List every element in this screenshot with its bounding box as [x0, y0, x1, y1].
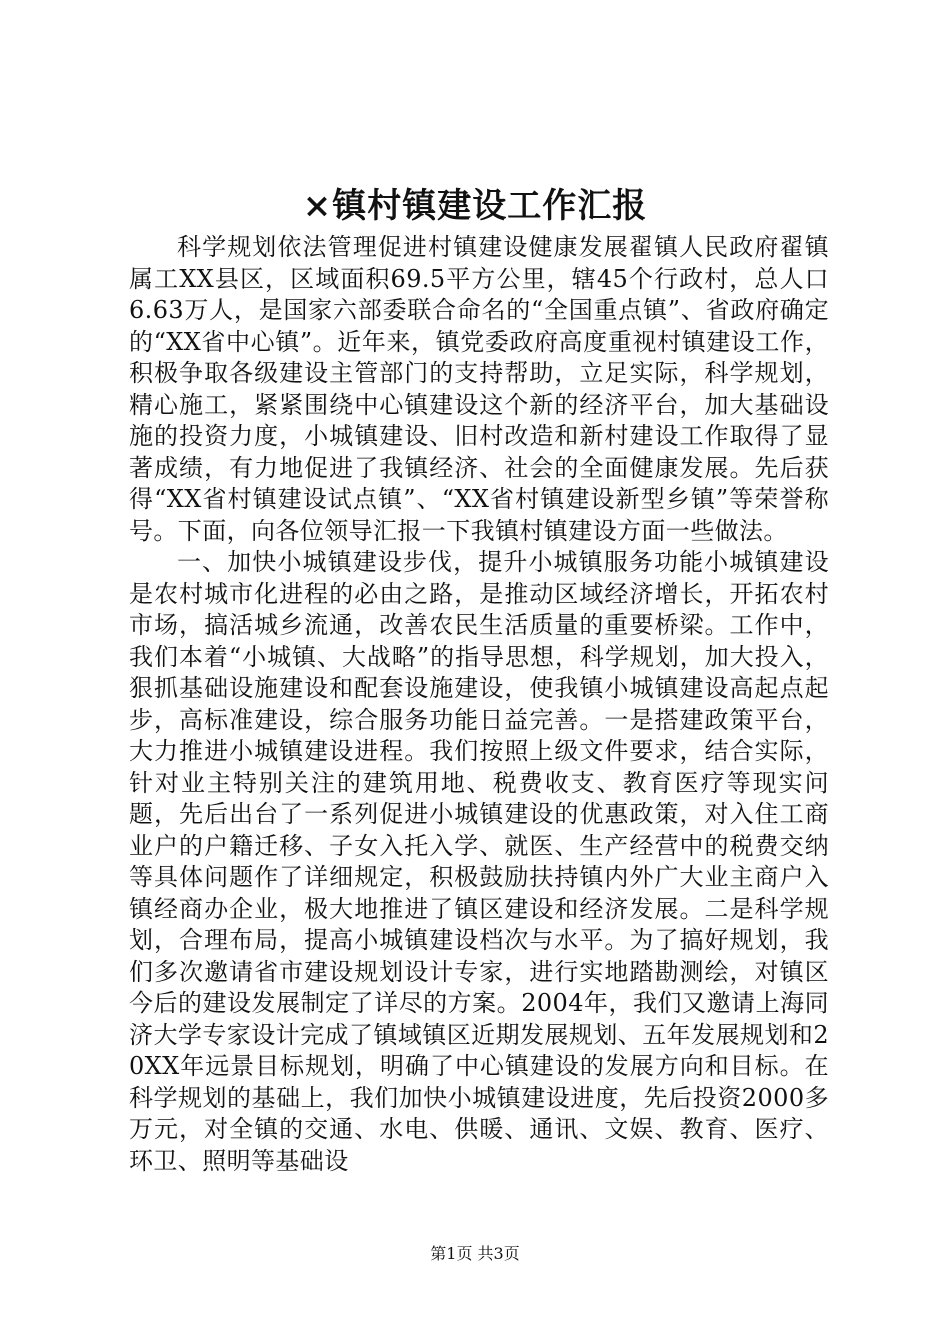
document-title: ×镇村镇建设工作汇报: [302, 186, 648, 226]
document-body: [129, 232, 829, 1177]
paragraph-section-one: 一、加快小城镇建设步伐，提升小城镇服务功能小城镇建设是农村城市化进程的必由之路，是推动区域经济增长，开拓农村市场，搞活城乡流通，改善农民生活质量的重要桥梁。工作中，我们本着“小城镇、大战略”的指导思想，科学规划，加大投入，狠抓基础设施建设和配套设施建设，使我镇小城镇建设高起点起步，高标准建设，综合服务功能日益完善。一是搭建政策平台，大力推进小城镇建设进程。我们按照上级文件要求，结合实际，针对业主特别关注的建筑用地、税费收支、教育医疗等现实问题，先后出台了一系列促进小城镇建设的优惠政策，对入住工商业户的户籍迁移、子女入托入学、就医、生产经营中的税费交纳等具体问题作了详细规定，积极鼓励扶持镇内外广大业主商户入镇经商办企业，极大地推进了镇区建设和经济发展。二是科学规划，合理布局，提高小城镇建设档次与水平。为了搞好规划，我们多次邀请省市建设规划设计专家，进行实地踏勘测绘，对镇区今后的建设发展制定了详尽的方案。2004年，我们又邀请上海同济大学专家设计完成了镇域镇区近期发展规划、五年发展规划和20XX年远景目标规划，明确了中心镇建设的发展方向和目标。在科学规划的基础上，我们加快小城镇建设进度，先后投资2000多万元，对全镇的交通、水电、供暖、通讯、文娱、教育、医疗、环卫、照明等基础设: [129, 548, 829, 1175]
page-footer: 第1页 共3页: [430, 1244, 520, 1263]
paragraph-intro: 科学规划依法管理促进村镇建设健康发展翟镇人民政府翟镇属工XX县区，区域面积69.5平方公里，辖45个行政村，总人口6.63万人，是国家六部委联合命名的“全国重点镇”、省政府确定的“XX省中心镇”。近年来，镇党委政府高度重视村镇建设工作，积极争取各级建设主管部门的支持帮助，立足实际，科学规划，精心施工，紧紧围绕中心镇建设这个新的经济平台，加大基础设施的投资力度，小城镇建设、旧村改造和新村建设工作取得了显著成绩，有力地促进了我镇经济、社会的全面健康发展。先后获得“XX省村镇建设试点镇”、“XX省村镇建设新型乡镇”等荣誉称号。下面，向各位领导汇报一下我镇村镇建设方面一些做法。: [129, 233, 829, 545]
